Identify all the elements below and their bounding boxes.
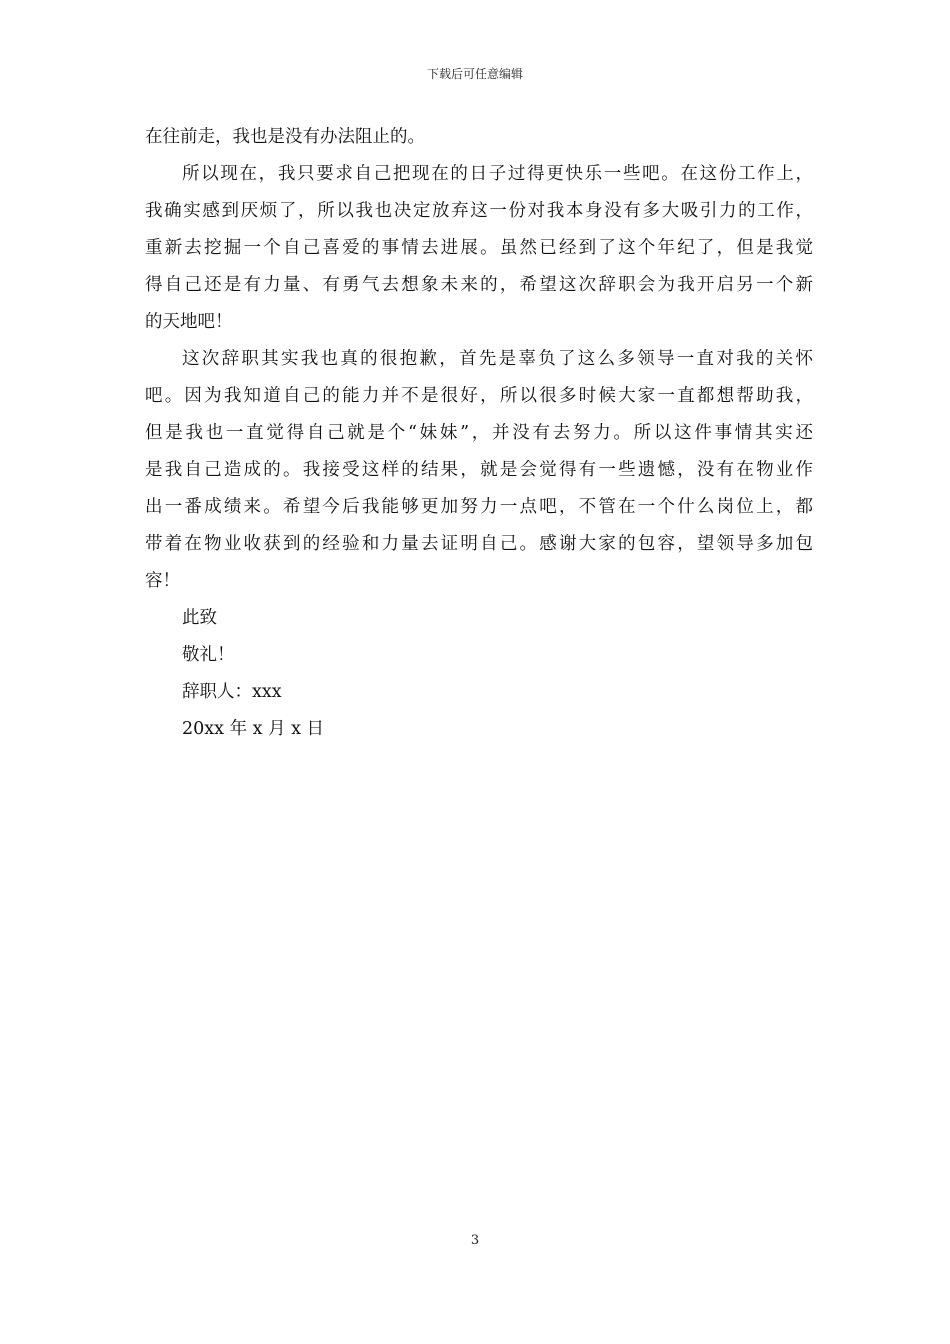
body-line: 的天地吧！ <box>145 312 233 332</box>
closing-salutation: 此致 <box>182 608 217 628</box>
body-line: 带着在物业收获到的经验和力量去证明自己。感谢大家的包容，望领导多加包 <box>145 534 813 554</box>
body-line: 出一番成绩来。希望今后我能够更加努力一点吧，不管在一个什么岗位上，都 <box>145 497 813 517</box>
page-header: 下载后可任意编辑 <box>426 67 523 81</box>
body-line: 所以现在，我只要求自己把现在的日子过得更快乐一些吧。在这份工作上， <box>182 164 813 184</box>
body-line: 吧。因为我知道自己的能力并不是很好，所以很多时候大家一直都想帮助我， <box>145 386 813 406</box>
body-line: 但是我也一直觉得自己就是个“妹妹”，并没有去努力。所以这件事情其实还 <box>145 423 813 443</box>
body-line: 得自己还是有力量、有勇气去想象未来的，希望这次辞职会为我开启另一个新 <box>145 275 813 295</box>
body-line: 重新去挖掘一个自己喜爱的事情去进展。虽然已经到了这个年纪了，但是我觉 <box>145 238 813 258</box>
body-line: 在往前走，我也是没有办法阻止的。 <box>145 127 425 147</box>
signer-name: 辞职人：xxx <box>182 682 282 702</box>
closing-regards: 敬礼！ <box>182 645 235 665</box>
letter-date: 20xx 年 x 月 x 日 <box>182 719 325 739</box>
page-number: 3 <box>470 1233 480 1248</box>
body-line: 容！ <box>145 571 180 591</box>
letter-body <box>145 119 813 748</box>
body-line: 这次辞职其实我也真的很抱歉，首先是辜负了这么多领导一直对我的关怀 <box>182 349 813 369</box>
body-line: 是我自己造成的。我接受这样的结果，就是会觉得有一些遗憾，没有在物业作 <box>145 460 813 480</box>
body-line: 我确实感到厌烦了，所以我也决定放弃这一份对我本身没有多大吸引力的工作， <box>145 201 813 221</box>
